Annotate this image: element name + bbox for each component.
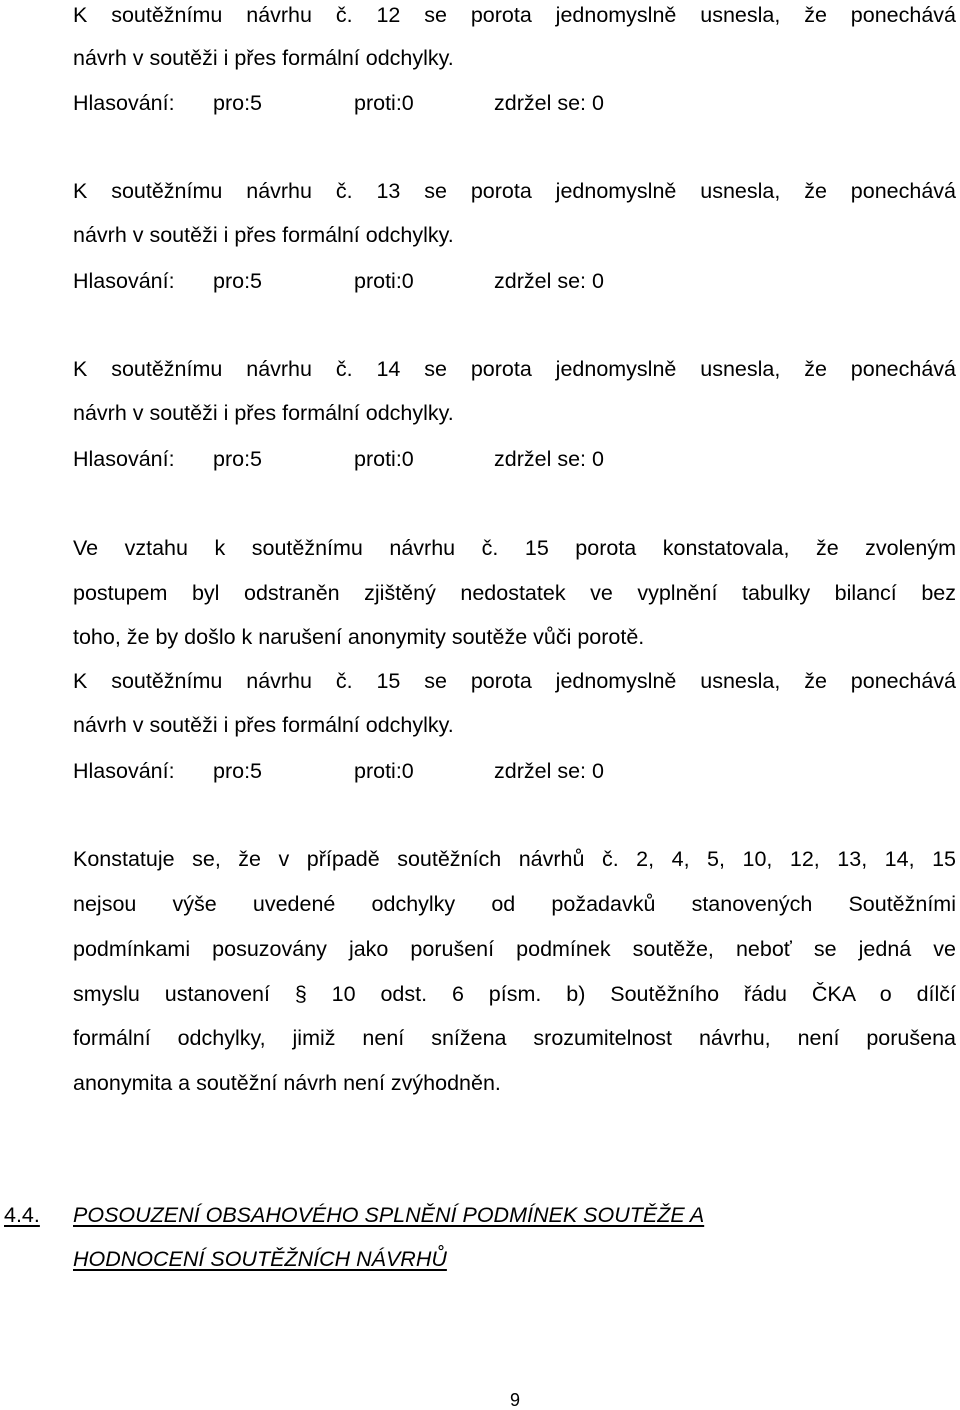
- paragraph-line: návrh v soutěži i přes formální odchylky.: [73, 713, 454, 737]
- conclusion-line: anonymita a soutěžní návrh není zvýhodněn.: [73, 1071, 501, 1095]
- vote-proti: proti:0: [354, 447, 414, 471]
- vote-abstain: zdržel se: 0: [494, 91, 604, 115]
- vote-pro: pro:5: [213, 759, 263, 783]
- paragraph-line: návrh v soutěži i přes formální odchylky.: [73, 46, 454, 70]
- vote-abstain: zdržel se: 0: [494, 447, 604, 471]
- vote-pro: pro:5: [213, 447, 263, 471]
- paragraph-line: K soutěžnímu návrhu č. 12 se porota jednomyslně usnesla, že ponechává: [73, 3, 956, 27]
- vote-abstain: zdržel se: 0: [494, 759, 604, 783]
- vote-label: Hlasování:: [73, 447, 175, 471]
- section-heading-line-2: HODNOCENÍ SOUTĚŽNÍCH NÁVRHŮ: [73, 1247, 447, 1271]
- paragraph-line: K soutěžnímu návrhu č. 14 se porota jednomyslně usnesla, že ponechává: [73, 357, 956, 381]
- conclusion-line: smyslu ustanovení § 10 odst. 6 písm. b) Soutěžního řádu ČKA o dílčí: [73, 982, 956, 1006]
- vote-proti: proti:0: [354, 91, 414, 115]
- vote-label: Hlasování:: [73, 269, 175, 293]
- paragraph-line: návrh v soutěži i přes formální odchylky.: [73, 401, 454, 425]
- paragraph-line: K soutěžnímu návrhu č. 15 se porota jednomyslně usnesla, že ponechává: [73, 669, 956, 693]
- conclusion-line: podmínkami posuzovány jako porušení podmínek soutěže, neboť se jedná ve: [73, 937, 956, 961]
- section-number: 4.4.: [4, 1203, 40, 1227]
- paragraph-line: Ve vztahu k soutěžnímu návrhu č. 15 porota konstatovala, že zvoleným: [73, 536, 956, 560]
- paragraph-line: toho, že by došlo k narušení anonymity soutěže vůči porotě.: [73, 625, 645, 649]
- paragraph-line: K soutěžnímu návrhu č. 13 se porota jednomyslně usnesla, že ponechává: [73, 179, 956, 203]
- paragraph-line: postupem byl odstraněn zjištěný nedostatek ve vyplnění tabulky bilancí bez: [73, 581, 956, 605]
- vote-proti: proti:0: [354, 759, 414, 783]
- page-number: 9: [509, 1390, 520, 1410]
- vote-abstain: zdržel se: 0: [494, 269, 604, 293]
- conclusion-line: formální odchylky, jimiž není snížena srozumitelnost návrhu, není porušena: [73, 1026, 956, 1050]
- paragraph-line: návrh v soutěži i přes formální odchylky.: [73, 223, 454, 247]
- vote-label: Hlasování:: [73, 759, 175, 783]
- section-heading-line-1: POSOUZENÍ OBSAHOVÉHO SPLNĚNÍ PODMÍNEK SOUTĚŽE A: [73, 1203, 705, 1227]
- vote-pro: pro:5: [213, 269, 263, 293]
- conclusion-line: Konstatuje se, že v případě soutěžních návrhů č. 2, 4, 5, 10, 12, 13, 14, 15: [73, 847, 956, 871]
- conclusion-line: nejsou výše uvedené odchylky od požadavků stanovených Soutěžními: [73, 892, 956, 916]
- vote-label: Hlasování:: [73, 91, 175, 115]
- vote-proti: proti:0: [354, 269, 414, 293]
- vote-pro: pro:5: [213, 91, 263, 115]
